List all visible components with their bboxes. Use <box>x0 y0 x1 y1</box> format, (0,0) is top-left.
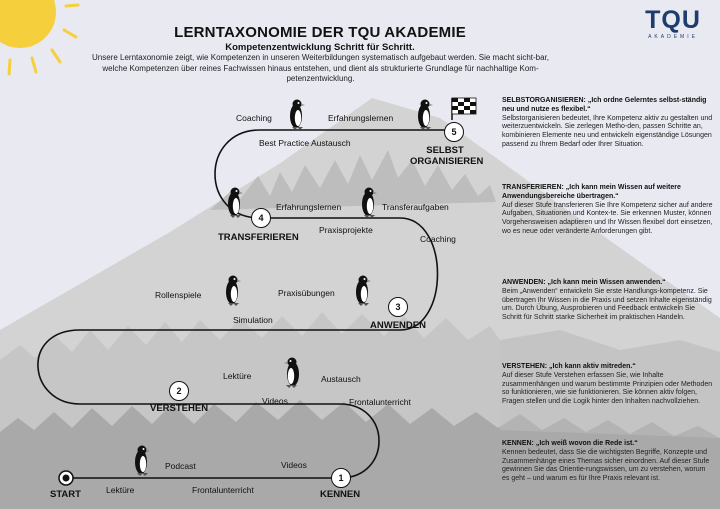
finish-flag-icon <box>452 98 476 120</box>
description-kennen <box>502 440 714 484</box>
level-4-activity-4: Coaching <box>420 234 456 244</box>
level-1-activity-1: Lektüre <box>106 485 135 495</box>
description-body: Beim „Anwenden“ entwickeln Sie erste Handlungs-kompetenz. Sie übertragen Ihr Wissen in die Praxis und setzen Inhalte eigenständig um. Durch Übung, Ausprobieren und Feedback entwickeln Sie Schritt für Schritt starke Sicherheit im praktischen Handeln. <box>502 287 712 322</box>
level-5-name: SELBST ORGANISIEREN <box>410 145 484 167</box>
level-4-activity-3: Transferaufgaben <box>382 202 449 212</box>
level-4-activity-2: Praxisprojekte <box>319 225 373 235</box>
level-3-activity-3: Praxisübungen <box>278 288 335 298</box>
tqu-logo <box>636 6 710 42</box>
description-anwenden <box>502 279 714 323</box>
level-4-number: 4 <box>251 208 271 228</box>
page-title: LERNTAXONOMIE DER TQU AKADEMIE <box>174 24 466 41</box>
level-1-activity-4: Videos <box>281 460 307 470</box>
level-2-name: VERSTEHEN <box>150 403 209 414</box>
description-heading: ANWENDEN: „Ich kann mein Wissen anwenden.“ <box>502 279 666 286</box>
description-heading: SELBSTORGANISIEREN: „Ich ordne Gelerntes selbst-ständig neu und nutze es flexibel.“ <box>502 97 707 113</box>
penguin-icon <box>290 100 305 131</box>
level-3-name: ANWENDEN <box>370 320 426 331</box>
level-1-number: 1 <box>331 468 351 488</box>
level-1-activity-2: Podcast <box>165 461 196 471</box>
level-2-activity-1: Lektüre <box>223 371 252 381</box>
level-1-name: KENNEN <box>320 489 361 500</box>
logo-text: TQU <box>645 6 701 34</box>
level-4-name: TRANSFERIEREN <box>218 232 299 243</box>
description-body: Selbstorganisieren bedeutet, Ihre Kompetenz aktiv zu gestalten und weiterzuentwickeln. Sie zerlegen Metho-den, passen Schritte an, kombinieren Elemente neu und entwickeln eigenständige Lösungen passend zu Ihrem Bedarf oder Ihrer Situation. <box>502 114 713 148</box>
level-3-activity-1: Rollenspiele <box>155 290 202 300</box>
description-body: Auf dieser Stufe Verstehen erfassen Sie, wie Inhalte zusammenhängen und warum bestimmte Prinzipien oder Methoden so funktionieren, wie sie funktionieren. Sie können aktiv folgen, Fragen stellen und die Logik hinter den Inhalten nachvollziehen. <box>502 371 713 406</box>
description-body: Kennen bedeutet, dass Sie die wichtigsten Begriffe, Konzepte und Zusammenhänge eines Themas sicher einordnen. Auf dieser Stufe gewinnen Sie das Orientie-rungswissen, um zu verstehen, worum es geht – und warum es für Ihre Praxis relevant ist. <box>502 448 710 483</box>
page-subtitle: Kompetenzentwicklung Schritt für Schritt. <box>225 42 415 53</box>
level-5-activity-3: Erfahrungslernen <box>328 113 394 123</box>
level-5-activity-1: Coaching <box>236 113 272 123</box>
description-selbstorganisieren <box>502 97 714 150</box>
level-1-activity-3: Frontalunterricht <box>192 485 254 495</box>
level-2-activity-4: Frontalunterricht <box>349 397 411 407</box>
description-transferieren <box>502 184 714 237</box>
logo-subtext: AKADEMIE <box>648 34 698 40</box>
description-heading: TRANSFERIEREN: „Ich kann mein Wissen auf weitere Anwendungsbereiche übertragen.“ <box>502 184 681 200</box>
start-label: START <box>50 489 81 500</box>
description-heading: KENNEN: „Ich weiß wovon die Rede ist.“ <box>502 440 638 447</box>
level-2-number: 2 <box>169 381 189 401</box>
level-2-activity-3: Austausch <box>321 374 361 384</box>
level-4-activity-1: Erfahrungslernen <box>276 202 342 212</box>
intro-text: Unsere Lerntaxonomie zeigt, wie Kompetenzen in unseren Weiterbildungen systematisch aufgebaut werden. Sie macht sicht-bar, welche Kompetenzen über reines Fachwissen hinaus entstehen, und dient als strukturierte Grundlage für nachhaltige Kom-petenzentwicklung. <box>92 53 549 83</box>
description-heading: VERSTEHEN: „Ich kann aktiv mitreden.“ <box>502 363 636 370</box>
level-3-activity-2: Simulation <box>233 315 273 325</box>
level-5-number: 5 <box>444 122 464 142</box>
description-body: Auf dieser Stufe transferieren Sie Ihre Kompetenz sicher auf andere Aufgaben, Situationen und Kontex-te. Sie erkennen Muster, können Vorgehensweisen adaptieren und Ihr Wissen flexibel dort einsetzen, wo es neue oder veränderte Anforderungen gibt. <box>502 201 713 235</box>
level-5-activity-2: Best Practice Austausch <box>259 138 351 148</box>
level-2-activity-2: Videos <box>262 396 288 406</box>
level-3-number: 3 <box>388 297 408 317</box>
description-verstehen <box>502 363 714 407</box>
